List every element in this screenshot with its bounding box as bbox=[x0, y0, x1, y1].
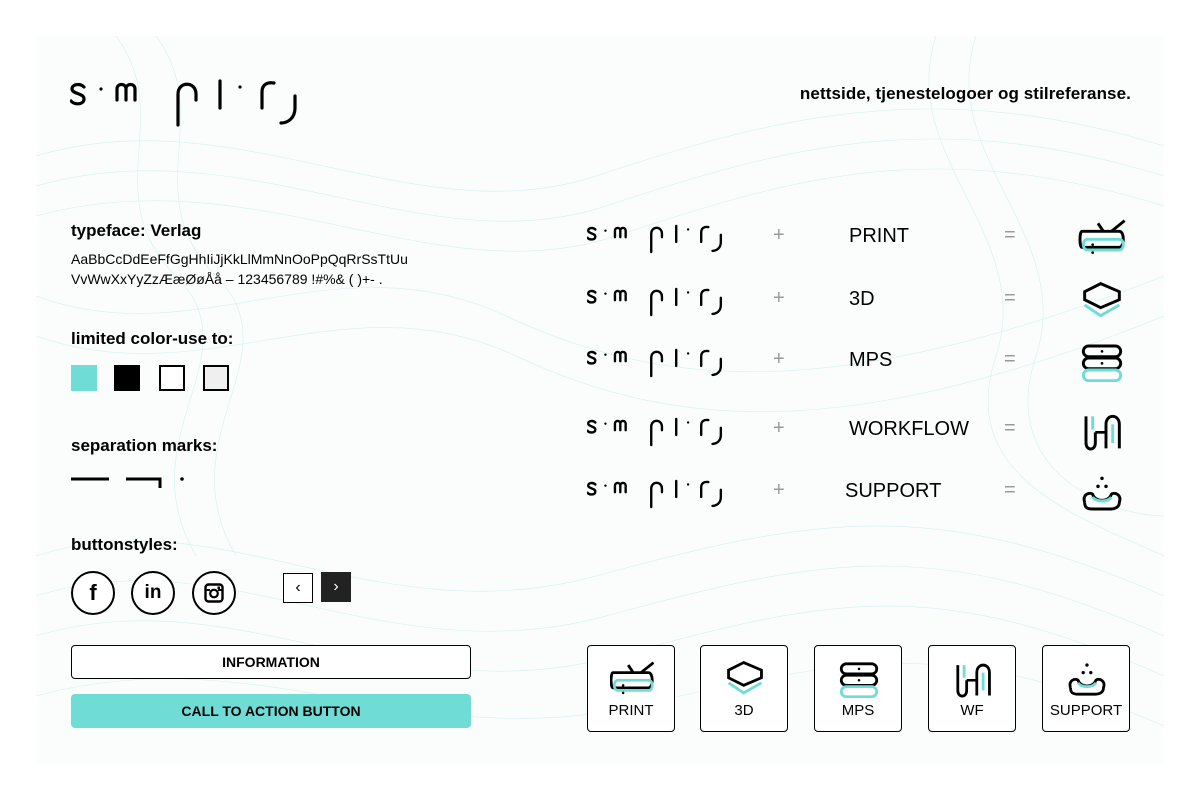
typeface-specimen-line2: VvWwXxYyZzÆæØøÅå – 123456789 !#%& ( )+- . bbox=[71, 271, 383, 287]
service-row-print bbox=[585, 212, 1145, 262]
simplify-logo-small bbox=[587, 222, 725, 256]
mps-service-icon bbox=[1075, 342, 1129, 382]
print-service-icon bbox=[610, 660, 654, 698]
swatch-black bbox=[114, 365, 140, 391]
service-name: 3D bbox=[849, 288, 875, 310]
tile-label: SUPPORT bbox=[1049, 702, 1123, 719]
chevron-left-icon: ‹ bbox=[295, 579, 301, 596]
separation-dot-mark bbox=[180, 477, 184, 481]
support-service-icon bbox=[1075, 473, 1129, 513]
swatch-light-gray bbox=[203, 365, 229, 391]
tile-label: 3D bbox=[734, 702, 754, 719]
service-name: PRINT bbox=[849, 225, 909, 247]
simplify-logo bbox=[70, 78, 302, 128]
chevron-right-icon: › bbox=[333, 578, 339, 595]
equals-sign: = bbox=[1004, 348, 1016, 370]
workflow-service-icon bbox=[951, 660, 995, 698]
print-service-icon bbox=[1075, 218, 1129, 258]
equals-sign: = bbox=[1004, 417, 1016, 439]
plus-sign: + bbox=[773, 287, 785, 309]
3d-service-icon bbox=[723, 660, 767, 698]
mps-service-icon bbox=[837, 660, 881, 698]
tile-label: MPS bbox=[841, 702, 875, 719]
service-name: MPS bbox=[849, 349, 893, 371]
tile-mps[interactable] bbox=[814, 645, 902, 732]
next-button[interactable] bbox=[321, 572, 351, 602]
tile-support[interactable] bbox=[1042, 645, 1130, 732]
3d-service-icon bbox=[1075, 281, 1129, 321]
workflow-service-icon bbox=[1075, 411, 1129, 451]
service-row-workflow bbox=[585, 405, 1145, 455]
equals-sign: = bbox=[1004, 224, 1016, 246]
simplify-logo-small bbox=[587, 415, 725, 449]
facebook-icon: f bbox=[89, 580, 97, 605]
typeface-specimen-line1: AaBbCcDdEeFfGgHhIiJjKkLlMmNnOoPpQqRrSsTtUu bbox=[71, 251, 408, 267]
prev-button[interactable] bbox=[283, 573, 313, 603]
service-row-3d bbox=[585, 275, 1145, 325]
separation-heading: separation marks: bbox=[71, 436, 218, 455]
tagline: nettside, tjenestelogoer og stilreferanse. bbox=[799, 84, 1131, 103]
equals-sign: = bbox=[1004, 479, 1016, 501]
colors-heading: limited color-use to: bbox=[71, 329, 234, 348]
service-name: SUPPORT bbox=[845, 480, 942, 502]
linkedin-icon: in bbox=[144, 582, 162, 603]
service-name: WORKFLOW bbox=[849, 418, 969, 440]
separation-corner-mark bbox=[126, 479, 160, 488]
tile-label: PRINT bbox=[608, 702, 654, 719]
support-service-icon bbox=[1065, 660, 1109, 698]
instagram-icon bbox=[204, 583, 224, 603]
plus-sign: + bbox=[773, 417, 785, 439]
call-to-action-button-label: CALL TO ACTION BUTTON bbox=[181, 703, 361, 719]
service-row-mps bbox=[585, 336, 1145, 386]
facebook-button[interactable] bbox=[71, 571, 115, 615]
tile-print[interactable] bbox=[587, 645, 675, 732]
service-row-support bbox=[585, 467, 1145, 517]
plus-sign: + bbox=[773, 479, 785, 501]
swatch-white bbox=[159, 365, 185, 391]
plus-sign: + bbox=[773, 348, 785, 370]
tile-label: WF bbox=[960, 702, 984, 719]
instagram-button[interactable] bbox=[192, 571, 236, 615]
linkedin-button[interactable] bbox=[131, 571, 175, 615]
information-button-label: INFORMATION bbox=[222, 654, 320, 670]
tile-3d[interactable] bbox=[700, 645, 788, 732]
swatch-teal bbox=[71, 365, 97, 391]
logo-text: simplify bbox=[70, 78, 74, 79]
simplify-logo-small bbox=[587, 477, 725, 511]
simplify-logo-small bbox=[587, 285, 725, 319]
typeface-heading: typeface: Verlag bbox=[71, 221, 202, 240]
separation-marks bbox=[71, 474, 191, 490]
information-button[interactable] bbox=[71, 645, 471, 679]
equals-sign: = bbox=[1004, 287, 1016, 309]
tile-workflow[interactable] bbox=[928, 645, 1016, 732]
plus-sign: + bbox=[773, 224, 785, 246]
simplify-logo-small bbox=[587, 346, 725, 380]
call-to-action-button[interactable] bbox=[71, 694, 471, 728]
buttonstyles-heading: buttonstyles: bbox=[71, 535, 178, 554]
